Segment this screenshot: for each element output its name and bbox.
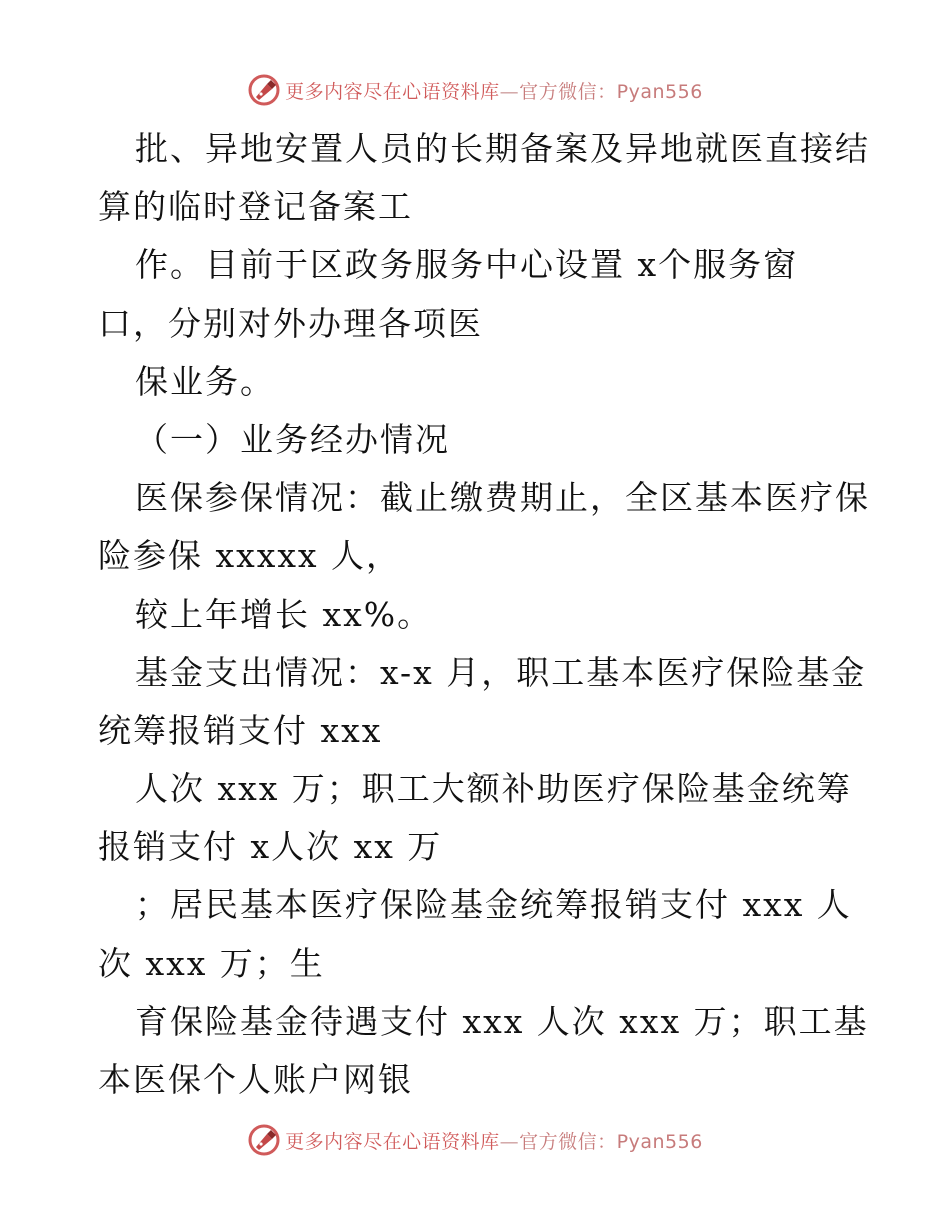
text-line: 统筹报销支付 xxx — [98, 710, 383, 750]
pen-nib-logo-icon — [247, 73, 281, 107]
text-line: 保业务。 — [135, 361, 275, 401]
text-line: 人次 xxx 万；职工大额补助医疗保险基金统筹 — [135, 769, 852, 809]
text-line: （一）业务经办情况 — [135, 419, 450, 459]
text-line: 报销支付 x人次 xx 万 — [98, 827, 443, 867]
text-line: 较上年增长 xx%。 — [135, 594, 433, 634]
text-line: 作。目前于区政务服务中心设置 x个服务窗 — [135, 245, 799, 285]
text-line: 本医保个人账户网银 — [98, 1060, 413, 1099]
watermark-contact-text: 官方微信：Pyan556 — [519, 1130, 703, 1153]
footer-watermark — [0, 1122, 950, 1158]
pen-nib-logo-icon — [247, 1123, 281, 1157]
text-line: 险参保 xxxxx 人， — [98, 536, 402, 576]
watermark-dash: — — [499, 80, 520, 103]
text-line: ；居民基本医疗保险基金统筹报销支付 xxx 人 — [135, 885, 852, 925]
header-watermark — [0, 72, 950, 108]
text-line: 医保参保情况：截止缴费期止，全区基本医疗保 — [135, 478, 870, 518]
text-line: 批、异地安置人员的长期备案及异地就医直接结 — [135, 129, 870, 168]
text-line: 口，分别对外办理各项医 — [98, 303, 483, 343]
watermark-contact-text: 官方微信：Pyan556 — [519, 80, 703, 103]
text-line: 育保险基金待遇支付 xxx 人次 xxx 万；职工基 — [135, 1001, 869, 1041]
watermark-dash: — — [499, 1130, 520, 1153]
text-line: 次 xxx 万；生 — [98, 943, 325, 983]
watermark-brand-text: 更多内容尽在心语资料库 — [285, 1130, 500, 1153]
watermark-brand-text: 更多内容尽在心语资料库 — [285, 80, 500, 103]
document-body — [98, 120, 888, 1109]
text-line: 算的临时登记备案工 — [98, 187, 413, 227]
text-line: 基金支出情况：x-x 月，职工基本医疗保险基金 — [135, 652, 867, 692]
